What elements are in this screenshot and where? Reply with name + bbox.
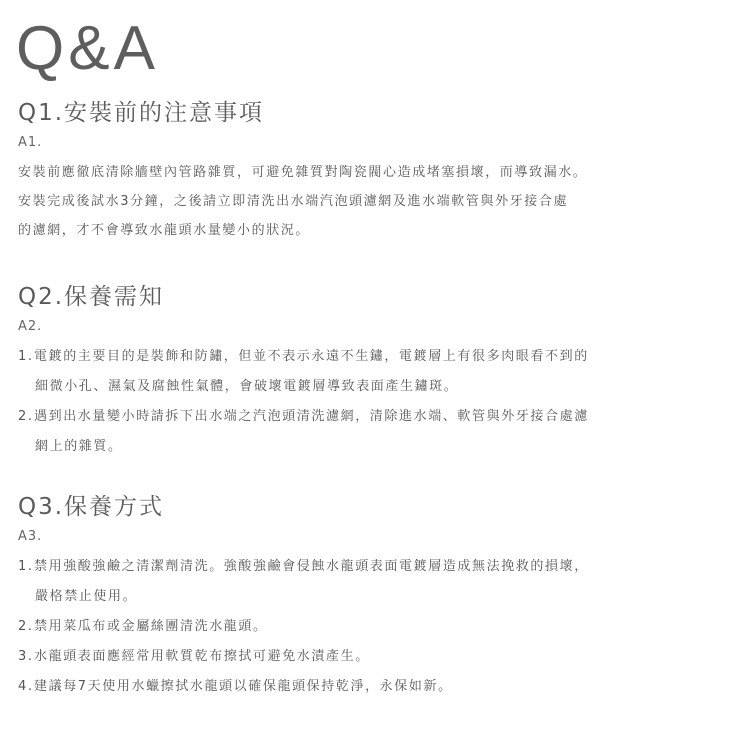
item-number: 1.	[18, 349, 34, 364]
section-q3	[18, 492, 733, 702]
question-title: Q3.保養方式	[18, 494, 165, 520]
answer-label: A2.	[18, 319, 43, 334]
list-item	[18, 642, 733, 672]
item-text: 禁用菜瓜布或金屬絲團清洗水龍頭。	[34, 619, 268, 634]
item-text-continued: 細微小孔、濕氣及腐蝕性氣體，會破壞電鍍層導致表面產生鏽斑。	[35, 379, 459, 394]
page-title: Q&A	[16, 14, 159, 83]
item-number: 2.	[18, 409, 34, 424]
list-item	[18, 342, 733, 402]
list-item	[18, 552, 733, 612]
list-item	[18, 612, 733, 642]
paragraph-line: 安裝前應徹底清除牆壁內管路雜質，可避免雜質對陶瓷閥心造成堵塞損壞，而導致漏水。	[18, 165, 588, 180]
item-number: 2.	[18, 619, 34, 634]
item-text: 禁用強酸強鹼之清潔劑清洗。強酸強鹼會侵蝕水龍頭表面電鍍層造成無法挽救的損壞，	[34, 559, 589, 574]
item-text: 電鍍的主要目的是裝飾和防鏽，但並不表示永遠不生鏽，電鍍層上有很多肉眼看不到的	[34, 349, 589, 364]
section-q2	[18, 282, 733, 462]
answer-label: A3.	[18, 529, 43, 544]
answer-list	[18, 552, 733, 702]
answer-label: A1.	[18, 135, 43, 150]
item-text: 遇到出水量變小時請拆下出水端之汽泡頭清洗濾網，清除進水端、軟管與外牙接合處濾	[34, 409, 589, 424]
paragraph-line: 安裝完成後試水3分鐘，之後請立即清洗出水端汽泡頭濾網及進水端軟管與外牙接合處	[18, 194, 569, 209]
item-text-continued: 嚴格禁止使用。	[35, 589, 138, 604]
item-number: 4.	[18, 679, 34, 694]
section-q1	[18, 98, 733, 245]
paragraph-line: 的濾網，才不會導致水龍頭水量變小的狀況。	[18, 223, 311, 238]
list-item	[18, 672, 733, 702]
item-number: 3.	[18, 649, 34, 664]
question-title: Q1.安裝前的注意事項	[18, 100, 265, 126]
answer-paragraph	[18, 158, 733, 245]
list-item	[18, 402, 733, 462]
item-text: 水龍頭表面應經常用軟質乾布擦拭可避免水漬產生。	[34, 649, 370, 664]
question-title: Q2.保養需知	[18, 284, 165, 310]
item-text: 建議每7天使用水蠟擦拭水龍頭以確保龍頭保持乾淨，永保如新。	[34, 679, 453, 694]
answer-list	[18, 342, 733, 462]
item-text-continued: 網上的雜質。	[35, 439, 123, 454]
item-number: 1.	[18, 559, 34, 574]
